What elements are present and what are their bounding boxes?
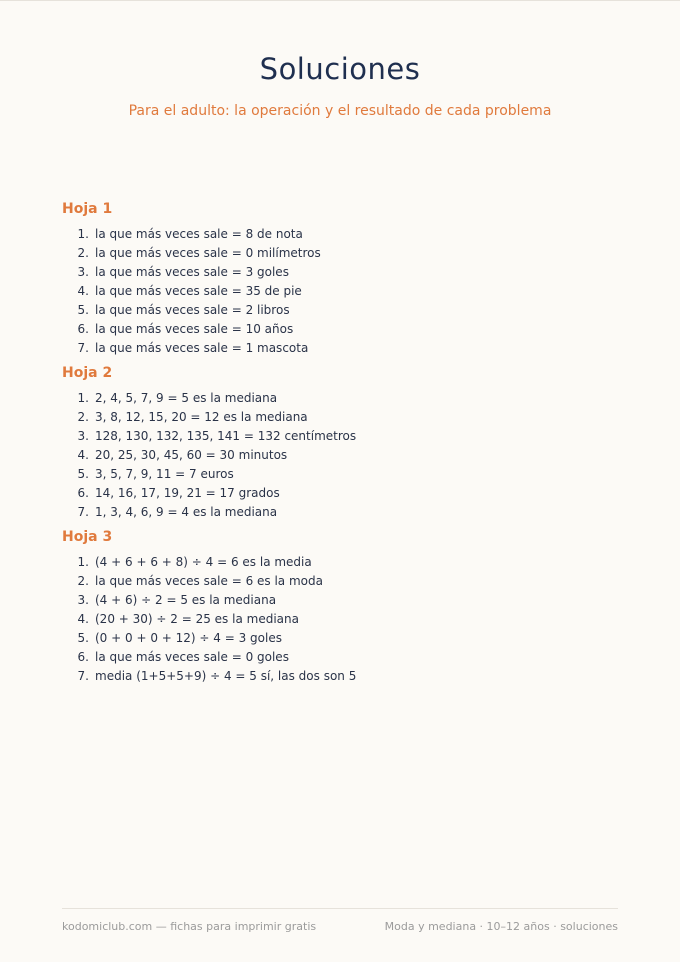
item-text: 1, 3, 4, 6, 9 = 4 es la mediana — [95, 505, 278, 519]
list-item — [62, 553, 622, 572]
list-item — [62, 591, 622, 610]
section-hoja-2 — [62, 364, 622, 522]
item-number: 7. — [77, 505, 89, 519]
list-item — [62, 427, 622, 446]
footer-divider — [62, 908, 618, 909]
item-text: 128, 130, 132, 135, 141 = 132 centímetros — [95, 429, 357, 443]
item-text: la que más veces sale = 0 milímetros — [95, 246, 321, 260]
item-number: 4. — [77, 448, 89, 462]
item-text: 3, 8, 12, 15, 20 = 12 es la mediana — [95, 410, 308, 424]
item-number: 7. — [77, 669, 89, 683]
section-title: Hoja 1 — [62, 201, 113, 217]
item-text: (0 + 0 + 0 + 12) ÷ 4 = 3 goles — [95, 631, 282, 645]
solution-list — [62, 225, 622, 358]
item-number: 1. — [77, 555, 89, 569]
list-item — [62, 225, 622, 244]
solutions-content — [62, 200, 622, 686]
item-text: 3, 5, 7, 9, 11 = 7 euros — [95, 467, 234, 481]
solution-list — [62, 389, 622, 522]
item-text: (4 + 6 + 6 + 8) ÷ 4 = 6 es la media — [95, 555, 312, 569]
item-number: 1. — [77, 227, 89, 241]
item-number: 5. — [77, 467, 89, 481]
section-hoja-3 — [62, 528, 622, 686]
item-number: 2. — [77, 246, 89, 260]
item-text: la que más veces sale = 2 libros — [95, 303, 290, 317]
list-item — [62, 503, 622, 522]
top-rule — [0, 0, 680, 1]
item-number: 3. — [77, 429, 89, 443]
item-number: 6. — [77, 322, 89, 336]
item-text: la que más veces sale = 6 es la moda — [95, 574, 323, 588]
item-number: 6. — [77, 650, 89, 664]
item-text: la que más veces sale = 3 goles — [95, 265, 289, 279]
item-number: 4. — [77, 284, 89, 298]
footer-topic-text: Moda y mediana · 10–12 años · soluciones — [384, 920, 618, 933]
list-item — [62, 648, 622, 667]
section-hoja-1 — [62, 200, 622, 358]
list-item — [62, 667, 622, 686]
item-number: 3. — [77, 593, 89, 607]
item-number: 5. — [77, 303, 89, 317]
item-number: 7. — [77, 341, 89, 355]
list-item — [62, 465, 622, 484]
item-number: 5. — [77, 631, 89, 645]
solution-list — [62, 553, 622, 686]
item-number: 4. — [77, 612, 89, 626]
item-text: la que más veces sale = 10 años — [95, 322, 294, 336]
item-text: 20, 25, 30, 45, 60 = 30 minutos — [95, 448, 288, 462]
list-item — [62, 408, 622, 427]
item-number: 1. — [77, 391, 89, 405]
item-text: media (1+5+5+9) ÷ 4 = 5 sí, las dos son 5 — [95, 669, 357, 683]
list-item — [62, 629, 622, 648]
page-subtitle: Para el adulto: la operación y el resultado de cada problema — [128, 103, 552, 119]
list-item — [62, 263, 622, 282]
item-number: 2. — [77, 410, 89, 424]
list-item — [62, 244, 622, 263]
item-text: 2, 4, 5, 7, 9 = 5 es la mediana — [95, 391, 278, 405]
section-title: Hoja 2 — [62, 365, 113, 381]
list-item — [62, 446, 622, 465]
item-number: 2. — [77, 574, 89, 588]
item-text: 14, 16, 17, 19, 21 = 17 grados — [95, 486, 280, 500]
item-number: 6. — [77, 486, 89, 500]
item-number: 3. — [77, 265, 89, 279]
item-text: la que más veces sale = 35 de pie — [95, 284, 302, 298]
item-text: la que más veces sale = 0 goles — [95, 650, 289, 664]
section-title: Hoja 3 — [62, 529, 113, 545]
list-item — [62, 484, 622, 503]
page-title: Soluciones — [259, 52, 421, 86]
item-text: (20 + 30) ÷ 2 = 25 es la mediana — [95, 612, 299, 626]
list-item — [62, 301, 622, 320]
list-item — [62, 572, 622, 591]
item-text: la que más veces sale = 8 de nota — [95, 227, 303, 241]
list-item — [62, 339, 622, 358]
list-item — [62, 389, 622, 408]
list-item — [62, 610, 622, 629]
list-item — [62, 282, 622, 301]
footer-site-text: kodomiclub.com — fichas para imprimir gratis — [62, 920, 317, 933]
item-text: la que más veces sale = 1 mascota — [95, 341, 309, 355]
list-item — [62, 320, 622, 339]
item-text: (4 + 6) ÷ 2 = 5 es la mediana — [95, 593, 277, 607]
